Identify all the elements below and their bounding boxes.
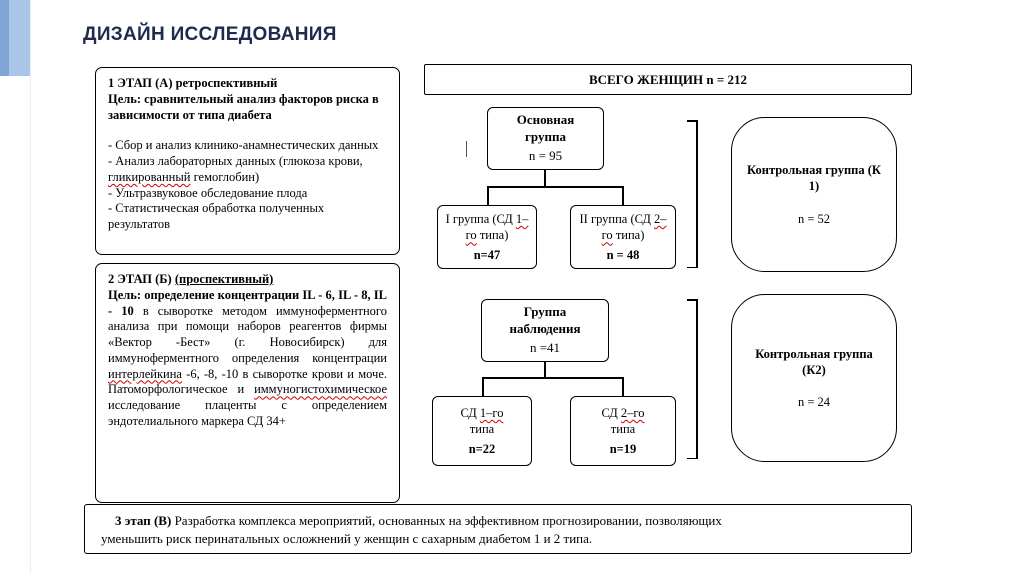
stage1-goal: Цель: сравнительный анализ факторов риска в зависимости от типа диабета: [108, 91, 379, 122]
sd2-label: [595, 405, 651, 438]
connector-line: [487, 186, 489, 205]
control-group2-label: Контрольная группа (К2): [755, 346, 873, 377]
stage3-heading: 3 этап (В): [115, 513, 172, 528]
connector-line: [487, 186, 624, 188]
stage1-item-3: - Ультразвуковое обследование плода: [108, 185, 308, 200]
accent-bar-dark: [0, 0, 9, 76]
stage1-item-1: - Сбор и анализ клинико-анамнестических данных: [108, 138, 379, 153]
connector-line: [544, 170, 546, 187]
control-group1-box: [731, 117, 897, 272]
main-group-n: n = 95: [528, 148, 563, 164]
stage3-box: [84, 504, 912, 554]
text-segment: исследование плаценты с определением эндотелиального маркера СД 34+: [108, 398, 387, 428]
stage3-line1: [101, 512, 897, 530]
stage2-box: [95, 263, 400, 503]
misspelled-word: иммуногистохимическое: [254, 382, 388, 397]
stage2-heading: [108, 272, 387, 288]
stage1-item-4: - Статистическая обработка полученных результатов: [108, 201, 325, 231]
spacer: [108, 123, 387, 138]
misspelled-word: 1–го: [479, 406, 504, 421]
stage1-item-2: [108, 154, 387, 186]
text-segment: - Анализ лабораторных данных (глюкоза крови,: [108, 154, 363, 168]
misspelled-word: гликированный: [108, 169, 191, 184]
text-segment: СД: [460, 406, 477, 421]
underlined-word: (проспективный): [174, 272, 274, 286]
stage2-goal: Цель: определение концентрации IL - 6, IL - 8, IL - 10: [108, 287, 387, 318]
sd1-n: n=22: [468, 441, 496, 456]
control-group2-box: [731, 294, 897, 462]
group2-label: [575, 211, 671, 244]
text-segment: типа: [610, 422, 636, 437]
misspelled-word: 1–го: [465, 212, 529, 243]
connector-line: [482, 377, 484, 396]
text-segment: в сыворотке методом иммуноферментного анализа при помощи наборов реагентов фирмы «Вектор -Бест» (г. Новосибирск) для иммуноферментного определения концентрации: [108, 303, 387, 365]
connector-line: [482, 377, 624, 379]
text-segment: -6, -8, -10 в сыворотке крови и моче. Патоморфологическое и: [108, 366, 387, 397]
sd2-n: n=19: [609, 441, 637, 456]
accent-bar-light: [9, 0, 30, 76]
group1-box: [437, 205, 537, 269]
text-segment: гемоглобин): [193, 169, 260, 184]
observation-group-box: [481, 299, 609, 362]
text-cursor-artifact: [466, 141, 467, 157]
group2-n: n = 48: [606, 247, 640, 262]
bracket-line: [696, 299, 698, 459]
bracket-line: [687, 458, 697, 460]
page-title: ДИЗАЙН ИССЛЕДОВАНИЯ: [83, 24, 337, 45]
text-segment: Разработка комплекса мероприятий, основанных на эффективном прогнозировании, позволяющих: [174, 513, 722, 528]
total-women-box: ВСЕГО ЖЕНЩИН n = 212: [424, 64, 912, 95]
bracket-line: [687, 120, 697, 122]
stage1-heading: 1 ЭТАП (А) ретроспективный: [108, 76, 278, 90]
text-segment: I группа (СД: [445, 212, 513, 227]
observation-group-n: n =41: [529, 340, 561, 356]
stage2-body: [108, 288, 387, 430]
connector-line: [622, 377, 624, 396]
group1-n: n=47: [473, 247, 501, 262]
text-segment: типа: [469, 422, 495, 437]
control-group1-n: n = 52: [797, 211, 831, 226]
misspelled-word: 2–го: [601, 212, 667, 243]
misspelled-word: интерлейкина: [108, 366, 182, 381]
stage3-line2: уменьшить риск перинатальных осложнений у женщин с сахарным диабетом 1 и 2 типа.: [101, 531, 593, 547]
slide-edge-line: [30, 0, 31, 574]
control-group2-n: n = 24: [797, 395, 831, 410]
text-segment: типа): [615, 228, 645, 243]
bracket-line: [687, 299, 697, 301]
stage1-box: [95, 67, 400, 255]
bracket-line: [696, 120, 698, 268]
group2-box: [570, 205, 676, 269]
connector-line: [544, 362, 546, 378]
misspelled-word: 2–го: [620, 406, 645, 421]
text-segment: 2 ЭТАП (Б): [108, 272, 172, 286]
text-segment: II группа (СД: [579, 212, 651, 227]
text-segment: СД: [601, 406, 618, 421]
sd1-label: [454, 405, 510, 438]
sd1-box: [432, 396, 532, 466]
group1-label: [442, 211, 532, 244]
control-group1-label: Контрольная группа (К 1): [747, 163, 881, 194]
observation-group-label: Группа наблюдения: [509, 303, 581, 336]
connector-line: [622, 186, 624, 205]
text-segment: типа): [479, 228, 509, 243]
bracket-line: [687, 267, 697, 269]
main-group-box: [487, 107, 604, 170]
main-group-label: Основная группа: [516, 111, 575, 144]
sd2-box: [570, 396, 676, 466]
